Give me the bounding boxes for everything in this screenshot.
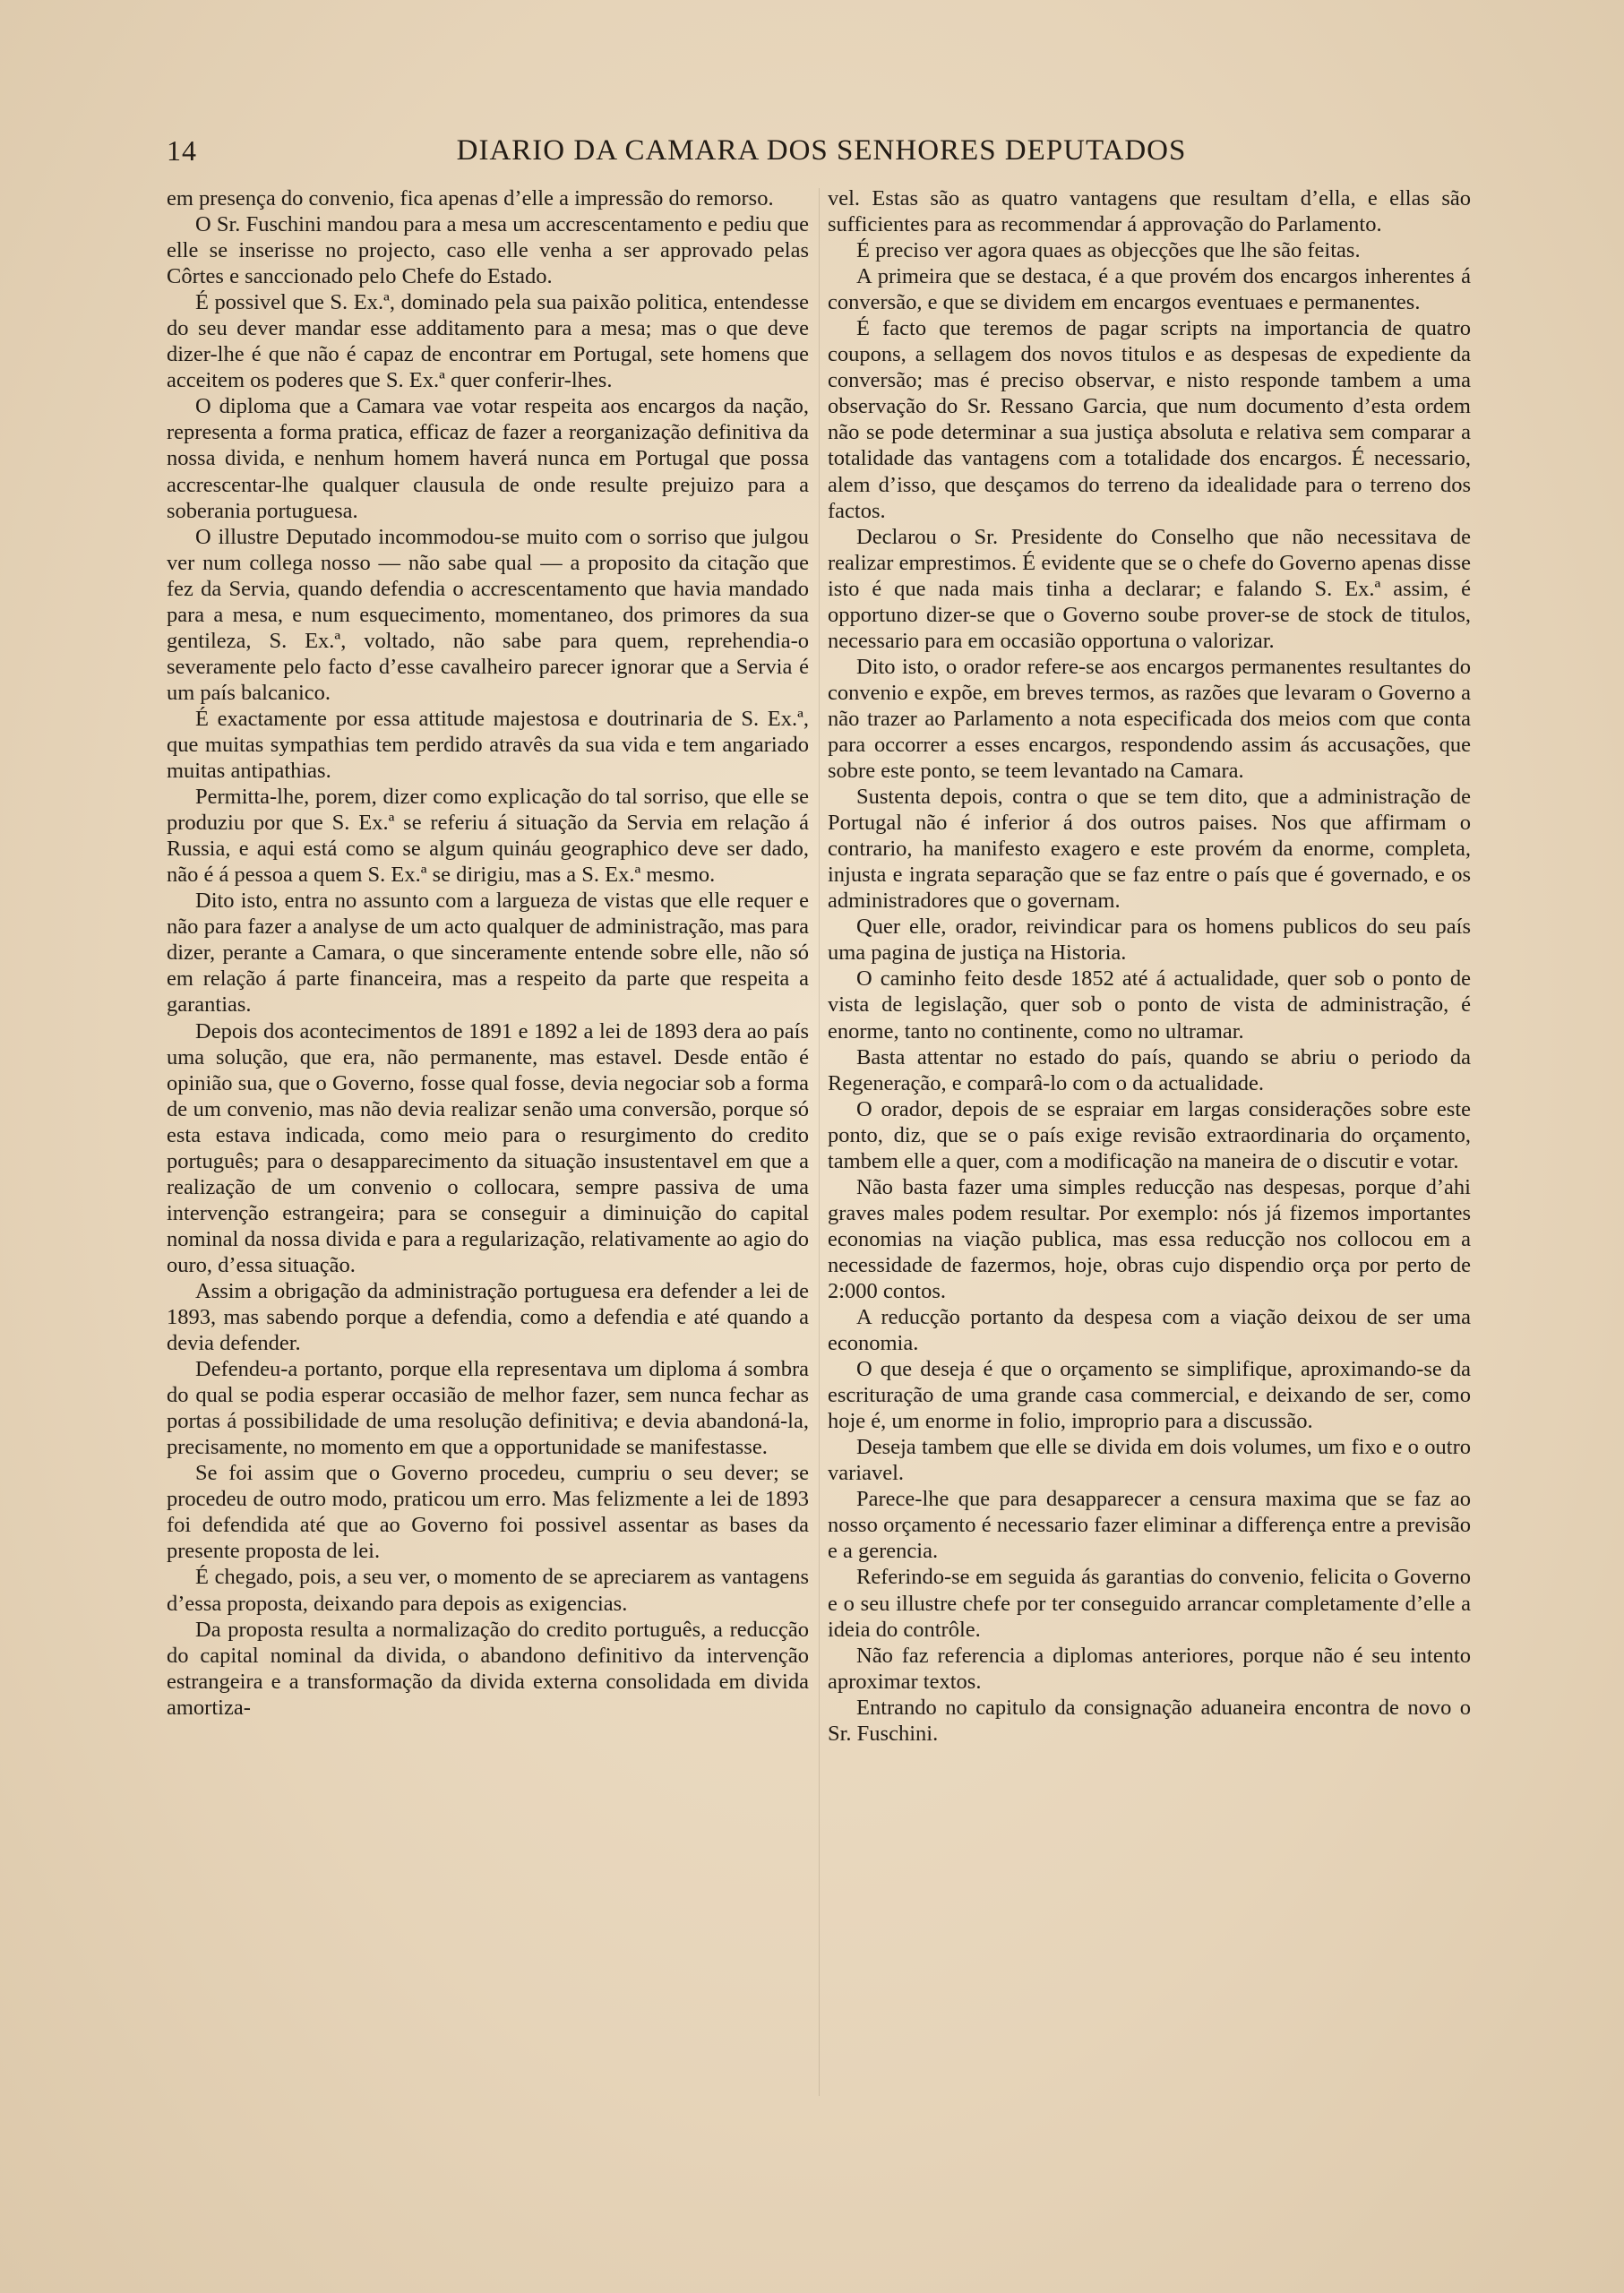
paragraph: O que deseja é que o orçamento se simplifique, aproximando-se da escrituração de uma grande casa commercial, e deixando de ser, como hoje é, um enorme in folio, improprio para a discussão. [828,1357,1471,1434]
paragraph: Parece-lhe que para desapparecer a censura maxima que se faz ao nosso orçamento é necessario fazer eliminar a differença entre a previsão e a gerencia. [828,1487,1471,1564]
paragraph: em presença do convenio, fica apenas d’elle a impressão do remorso. [167,186,774,210]
page-number: 14 [167,134,197,167]
column-divider [819,188,820,2096]
paragraph: Se foi assim que o Governo procedeu, cumpriu o seu dever; se procedeu de outro modo, praticou um erro. Mas felizmente a lei de 1893 foi defendida até que ao Governo foi possivel assentar as bases da presente proposta de lei. [167,1461,809,1564]
paragraph: Declarou o Sr. Presidente do Conselho que não necessitava de realizar emprestimos. É evidente que se o chefe do Governo apenas disse isto é que nada mais tinha a declarar; e falando S. Ex.ª assim, é opportuno dizer-se que o Governo soube prover-se de stock de titulos, necessario para em occasião opportuna o valorizar. [828,524,1471,653]
paragraph: O caminho feito desde 1852 até á actualidade, quer sob o ponto de vista de legislação, quer sob o ponto de vista de administração, é enorme, tanto no continente, como no ultramar. [828,966,1471,1043]
paragraph: Da proposta resulta a normalização do credito português, a reducção do capital nominal da divida, o abandono definitivo da intervenção estrangeira e a transformação da divida externa consolidada em divida amortiza- [167,1617,809,1720]
paragraph: Quer elle, orador, reivindicar para os homens publicos do seu país uma pagina de justiça na Historia. [828,915,1471,966]
paragraph: Dito isto, o orador refere-se aos encargos permanentes resultantes do convenio e expõe, em breves termos, as razões que levaram o Governo a não trazer ao Parlamento a nota especificada dos meios com que conta para occorrer a esses encargos, respondendo assim ás accusações, que sobre este ponto, se teem levantado na Camara. [828,654,1471,784]
paragraph: Deseja tambem que elle se divida em dois volumes, um fixo e o outro variavel. [828,1435,1471,1486]
paragraph: Assim a obrigação da administração portuguesa era defender a lei de 1893, mas sabendo porque a defendia, como a defendia e até quando a devia defender. [167,1278,809,1356]
paragraph: É preciso ver agora quaes as objecções que lhe são feitas. [856,238,1361,263]
paragraph: É exactamente por essa attitude majestosa e doutrinaria de S. Ex.ª, que muitas sympathias tem perdido atravês da sua vida e tem angariado muitas antipathias. [167,706,809,784]
page-header [167,134,1476,179]
paragraph: O illustre Deputado incommodou-se muito com o sorriso que julgou ver num collega nosso — não sabe qual — a proposito da citação que fez da Servia, quando defendia o accrescentamento que havia mandado para a mesa, e num esquecimento, momentaneo, dos primores da sua gentileza, S. Ex.ª, voltado, não sabe para quem, reprehendia-o severamente pelo facto d’esse cavalheiro parecer ignorar que a Servia é um país balcanico. [167,524,809,705]
paragraph: A primeira que se destaca, é a que provém dos encargos inherentes á conversão, e que se dividem em encargos eventuaes e permanentes. [828,264,1471,315]
paragraph: vel. Estas são as quatro vantagens que resultam d’ella, e ellas são sufficientes para as recommendar á approvação do Parlamento. [828,186,1471,237]
paragraph: Dito isto, entra no assunto com a largueza de vistas que elle requer e não para fazer a analyse de um acto qualquer de administração, mas para dizer, perante a Camara, o que sinceramente entende sobre elle, não só em relação á parte financeira, mas a respeito da parte que respeita a garantias. [167,889,809,1018]
paragraph: A reducção portanto da despesa com a viação deixou de ser uma economia. [828,1305,1471,1356]
paragraph: Basta attentar no estado do país, quando se abriu o periodo da Regeneração, e comparâ-lo com o da actualidade. [828,1044,1471,1095]
paragraph: Entrando no capitulo da consignação aduaneira encontra de novo o Sr. Fuschini. [828,1695,1471,1746]
paragraph: Não basta fazer uma simples reducção nas despesas, porque d’ahi graves males podem resultar. Por exemplo: nós já fizemos importantes economias na viação publica, mas essa reducção nos collocou em a necessidade de fazermos, hoje, obras cujo dispendio orça por perto de 2:000 contos. [828,1174,1471,1303]
paragraph: Referindo-se em seguida ás garantias do convenio, felicita o Governo e o seu illustre chefe por ter conseguido arrancar completamente d’elle a ideia do contrôle. [828,1565,1471,1642]
paragraph: Sustenta depois, contra o que se tem dito, que a administração de Portugal não é inferior á dos outros paises. Nos que affirmam o contrario, ha manifesto exagero e este provém da enorme, completa, injusta e ingrata separação que se faz entre o país que é governado, e os administradores que o governam. [828,785,1471,914]
paragraph: Defendeu-a portanto, porque ella representava um diploma á sombra do qual se podia esperar occasião de melhor fazer, sem nunca fechar as portas á possibilidade de uma resolução definitiva; e devia abandoná-la, precisamente, no momento em que a opportunidade se manifestasse. [167,1357,809,1460]
paragraph: É chegado, pois, a seu ver, o momento de se apreciarem as vantagens d’essa proposta, deixando para depois as exigencias. [167,1565,809,1616]
running-title: DIARIO DA CAMARA DOS SENHORES DEPUTADOS [456,134,1187,167]
paragraph: O orador, depois de se espraiar em largas considerações sobre este ponto, diz, que se o país exige revisão extraordinaria do orçamento, tambem elle a quer, com a modificação na maneira de o discutir e votar. [828,1096,1471,1173]
paragraph: Não faz referencia a diplomas anteriores, porque não é seu intento aproximar textos. [828,1643,1471,1694]
paragraph: O diploma que a Camara vae votar respeita aos encargos da nação, representa a forma pratica, efficaz de fazer a reorganização definitiva da nossa divida, e nenhum homem haverá nunca em Portugal que possa accrescentar-lhe qualquer clausula de onde resulte prejuizo para a soberania portuguesa. [167,394,809,523]
paragraph: Permitta-lhe, porem, dizer como explicação do tal sorriso, que elle se produziu por que S. Ex.ª se referiu á situação da Servia em relação á Russia, e aqui está como se algum quináu geographico deve ser dado, não é á pessoa a quem S. Ex.ª se dirigiu, mas a S. Ex.ª mesmo. [167,785,809,888]
paragraph: É possivel que S. Ex.ª, dominado pela sua paixão politica, entendesse do seu dever mandar esse additamento para a mesa; mas o que deve dizer-lhe é que não é capaz de encontrar em Portugal, sete homens que acceitem os poderes que S. Ex.ª quer conferir-lhes. [167,290,809,393]
paragraph: Depois dos acontecimentos de 1891 e 1892 a lei de 1893 dera ao país uma solução, que era, não permanente, mas estavel. Desde então é opinião sua, que o Governo, fosse qual fosse, devia negociar sob a forma de um convenio, mas não devia realizar senão uma conversão, porque só esta estava indicada, como meio para o resurgimento do credito português; para o desapparecimento da situação insustentavel em que a realização de um convenio o collocara, sempre passiva de uma intervenção estrangeira; para se conseguir a diminuição do capital nominal da nossa divida e para a regularização, relativamente ao agio do ouro, d’essa situação. [167,1018,809,1277]
left-column [167,185,809,1721]
paragraph: O Sr. Fuschini mandou para a mesa um accrescentamento e pediu que elle se inserisse no projecto, caso elle venha a ser approvado pelas Côrtes e sanccionado pelo Chefe do Estado. [167,212,809,289]
paragraph: É facto que teremos de pagar scripts na importancia de quatro coupons, a sellagem dos novos titulos e as despesas de expediente da conversão; mas é preciso observar, e nisto responde tambem a uma observação do Sr. Ressano Garcia, que num documento d’esta ordem não se pode determinar a sua justiça absoluta e relativa sem comparar a totalidade das vantagens com a totalidade dos encargos. É necessario, alem d’isso, que desçamos do terreno da idealidade para o terreno dos factos. [828,316,1471,523]
right-column [828,185,1471,1747]
